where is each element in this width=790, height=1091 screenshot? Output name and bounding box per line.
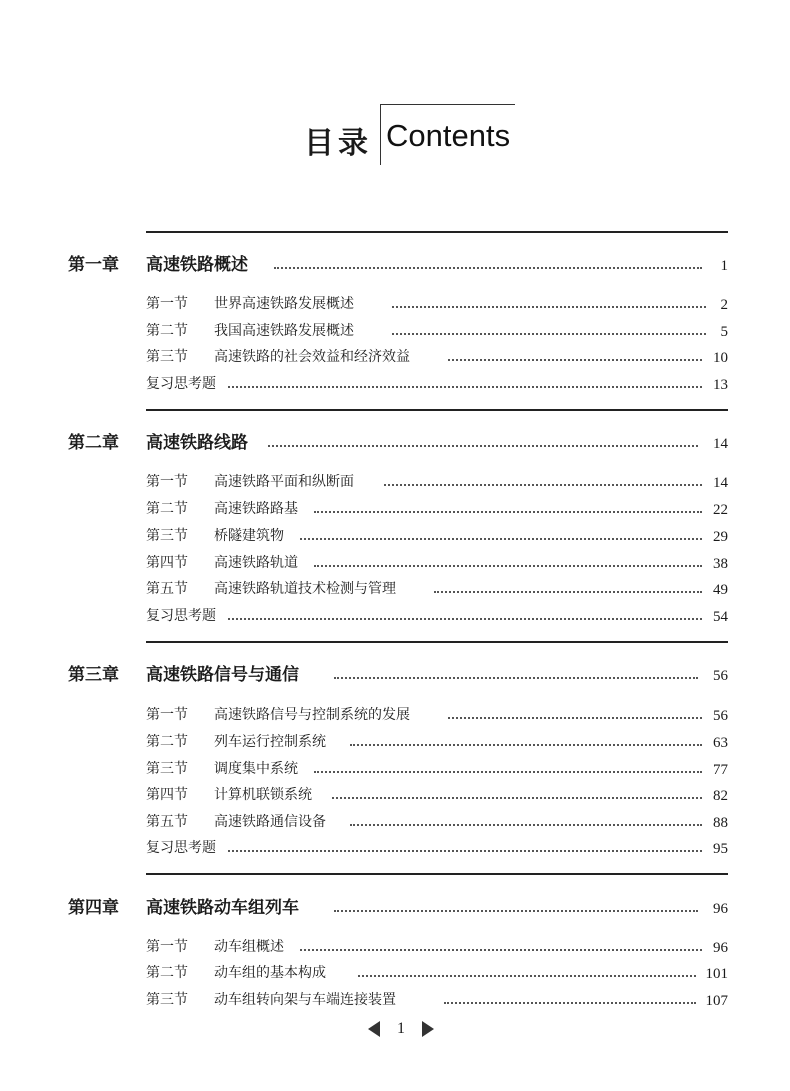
chapter-divider xyxy=(146,873,728,875)
page-number: 14 xyxy=(713,436,728,452)
dot-leader xyxy=(384,484,702,486)
chapter-title: 高速铁路信号与通信 xyxy=(146,665,299,685)
page-number: 22 xyxy=(713,502,728,518)
toc-section-3-4[interactable] xyxy=(0,784,790,806)
section-title: 高速铁路平面和纵断面 xyxy=(214,474,354,490)
dot-leader xyxy=(300,538,702,540)
section-number: 第二节 xyxy=(146,734,188,750)
page-number: 101 xyxy=(705,966,728,982)
toc-review-1[interactable] xyxy=(0,373,790,395)
triangle-left-icon xyxy=(368,1021,380,1037)
toc-section-2-1[interactable] xyxy=(0,471,790,493)
chapter-number: 第三章 xyxy=(68,665,119,685)
toc-chapter-4[interactable] xyxy=(0,897,790,919)
page-number: 77 xyxy=(713,762,728,778)
dot-leader xyxy=(434,591,702,593)
section-number: 第五节 xyxy=(146,814,188,830)
toc-section-1-2[interactable] xyxy=(0,320,790,342)
section-number: 第一节 xyxy=(146,939,188,955)
dot-leader xyxy=(228,618,702,620)
section-number: 第三节 xyxy=(146,528,188,544)
page-number: 56 xyxy=(713,668,728,684)
chapter-title: 高速铁路概述 xyxy=(146,255,248,275)
chapter-title: 高速铁路动车组列车 xyxy=(146,898,299,918)
page-number: 82 xyxy=(713,788,728,804)
section-number: 第一节 xyxy=(146,707,188,723)
chapter-number: 第一章 xyxy=(68,255,119,275)
dot-leader xyxy=(334,910,698,912)
toc-section-2-3[interactable] xyxy=(0,525,790,547)
dot-leader xyxy=(268,445,698,447)
review-questions-title: 复习思考题 xyxy=(146,840,216,856)
toc-section-4-2[interactable] xyxy=(0,962,790,984)
toc-section-1-1[interactable] xyxy=(0,293,790,315)
dot-leader xyxy=(228,850,702,852)
dot-leader xyxy=(444,1002,696,1004)
page-number: 13 xyxy=(713,377,728,393)
page-number: 54 xyxy=(713,609,728,625)
title-english: Contents xyxy=(386,118,511,153)
section-number: 第一节 xyxy=(146,474,188,490)
toc-section-2-4[interactable] xyxy=(0,552,790,574)
section-title: 我国高速铁路发展概述 xyxy=(214,323,354,339)
toc-section-2-2[interactable] xyxy=(0,498,790,520)
footer-page-number: 1 xyxy=(397,1020,405,1037)
chapter-title: 高速铁路线路 xyxy=(146,433,248,453)
section-title: 列车运行控制系统 xyxy=(214,734,326,750)
dot-leader xyxy=(350,824,702,826)
section-title: 调度集中系统 xyxy=(214,761,298,777)
toc-section-3-2[interactable] xyxy=(0,731,790,753)
section-title: 桥隧建筑物 xyxy=(214,528,284,544)
dot-leader xyxy=(448,359,702,361)
section-title: 高速铁路轨道技术检测与管理 xyxy=(214,581,396,597)
dot-leader xyxy=(314,511,702,513)
page-number: 38 xyxy=(713,556,728,572)
chapter-number: 第四章 xyxy=(68,898,119,918)
section-title: 高速铁路的社会效益和经济效益 xyxy=(214,349,410,365)
section-number: 第二节 xyxy=(146,323,188,339)
review-questions-title: 复习思考题 xyxy=(146,376,216,392)
chapter-divider xyxy=(146,231,728,233)
page-number: 2 xyxy=(720,297,728,313)
section-number: 第五节 xyxy=(146,581,188,597)
section-number: 第三节 xyxy=(146,349,188,365)
dot-leader xyxy=(274,267,702,269)
chapter-divider xyxy=(146,409,728,411)
dot-leader xyxy=(448,717,702,719)
toc-section-3-3[interactable] xyxy=(0,758,790,780)
toc-review-2[interactable] xyxy=(0,605,790,627)
toc-section-3-5[interactable] xyxy=(0,811,790,833)
dot-leader xyxy=(358,975,696,977)
toc-chapter-2[interactable] xyxy=(0,432,790,454)
page-number: 88 xyxy=(713,815,728,831)
dot-leader xyxy=(314,565,702,567)
section-number: 第三节 xyxy=(146,761,188,777)
toc-section-4-3[interactable] xyxy=(0,989,790,1011)
page-number: 96 xyxy=(713,901,728,917)
toc-section-3-1[interactable] xyxy=(0,704,790,726)
dot-leader xyxy=(392,306,706,308)
dot-leader xyxy=(300,949,702,951)
toc-review-3[interactable] xyxy=(0,837,790,859)
title-chinese: 目录 xyxy=(304,126,372,161)
toc-section-4-1[interactable] xyxy=(0,936,790,958)
section-title: 高速铁路轨道 xyxy=(214,555,298,571)
toc-section-2-5[interactable] xyxy=(0,578,790,600)
chapter-divider xyxy=(146,641,728,643)
page-number: 63 xyxy=(713,735,728,751)
section-title: 动车组转向架与车端连接装置 xyxy=(214,992,396,1008)
page-number: 1 xyxy=(720,258,728,274)
page-number: 5 xyxy=(720,324,728,340)
chapter-number: 第二章 xyxy=(68,433,119,453)
toc-title xyxy=(298,104,528,166)
section-number: 第四节 xyxy=(146,787,188,803)
page-number: 96 xyxy=(713,940,728,956)
section-number: 第三节 xyxy=(146,992,188,1008)
section-title: 高速铁路信号与控制系统的发展 xyxy=(214,707,410,723)
dot-leader xyxy=(350,744,702,746)
toc-chapter-3[interactable] xyxy=(0,664,790,686)
toc-chapter-1[interactable] xyxy=(0,254,790,276)
triangle-right-icon xyxy=(422,1021,434,1037)
page-number: 29 xyxy=(713,529,728,545)
section-number: 第一节 xyxy=(146,296,188,312)
toc-section-1-3[interactable] xyxy=(0,346,790,368)
section-title: 动车组概述 xyxy=(214,939,284,955)
page-number: 107 xyxy=(705,993,728,1009)
page-number: 49 xyxy=(713,582,728,598)
page-number: 56 xyxy=(713,708,728,724)
page-number: 14 xyxy=(713,475,728,491)
dot-leader xyxy=(392,333,706,335)
section-number: 第四节 xyxy=(146,555,188,571)
dot-leader xyxy=(314,771,702,773)
page-footer xyxy=(368,1018,434,1040)
page-number: 10 xyxy=(713,350,728,366)
section-title: 高速铁路路基 xyxy=(214,501,298,517)
dot-leader xyxy=(228,386,702,388)
section-number: 第二节 xyxy=(146,501,188,517)
dot-leader xyxy=(334,677,698,679)
section-title: 高速铁路通信设备 xyxy=(214,814,326,830)
section-title: 世界高速铁路发展概述 xyxy=(214,296,354,312)
section-title: 动车组的基本构成 xyxy=(214,965,326,981)
section-title: 计算机联锁系统 xyxy=(214,787,312,803)
section-number: 第二节 xyxy=(146,965,188,981)
review-questions-title: 复习思考题 xyxy=(146,608,216,624)
dot-leader xyxy=(332,797,702,799)
page-number: 95 xyxy=(713,841,728,857)
